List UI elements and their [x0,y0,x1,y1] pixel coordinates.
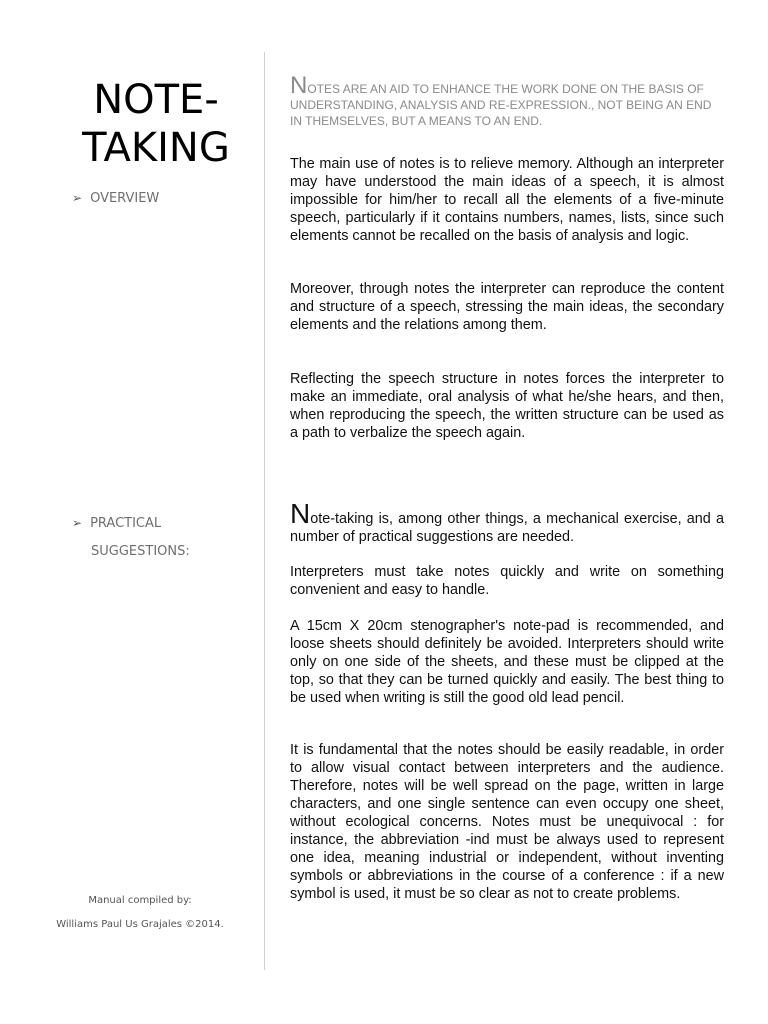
footer-credit-label: Manual compiled by: [88,895,192,906]
practical-paragraph-4: It is fundamental that the notes should be easily readable, in order to allow visual contact between interpreters and the audience. Therefore, notes will be well spread on the page, written in large characters, and one single sentence can even occupy one sheet, without ecological concerns. Notes must be unequivocal : for instance, the abbreviation -ind must be always used to represent one idea, meaning industrial or independent, without inventing symbols or abbreviations in the course of a conference : if a new symbol is used, it must be so clear as not to create problems. [290,742,724,902]
overview-paragraph-1: The main use of notes is to relieve memory. Although an interpreter may have understood the main ideas of a speech, it is almost impossible for him/her to recall all the elements of a five-minute speech, particularly if it contains numbers, names, lists, since such elements cannot be recalled on the basis of analysis and logic. [290,156,724,244]
practical-paragraph-1-text: ote-taking is, among other things, a mechanical exercise, and a number of practical suggestions are needed. [290,511,724,545]
page-title-line2: TAKING [82,125,230,171]
intro-paragraph [290,72,724,129]
arrow-bullet-icon: ➢ [72,191,83,205]
overview-paragraph-3: Reflecting the speech structure in notes forces the interpreter to make an immediate, oral analysis of what he/she hears, and then, when reproducing the speech, the written structure can be used as a path to verbalize the speech again. [290,371,724,441]
overview-label: OVERVIEW [90,191,160,206]
intro-drop-cap: N [290,72,308,99]
sidebar-item-practical [72,509,190,566]
arrow-bullet-icon: ➢ [72,516,83,530]
practical-paragraph-3: A 15cm X 20cm stenographer's note-pad is recommended, and loose sheets should definitely be avoided. Interpreters should write only on one side of the sheets, and these must be clipped at the top, so that they can be turned quickly and easily. The best thing to be used when writing is still the good old lead pencil. [290,618,724,706]
page-title [66,76,246,172]
column-divider [264,52,265,970]
intro-text: OTES ARE AN AID TO ENHANCE THE WORK DONE ON THE BASIS OF UNDERSTANDING, ANALYSIS AND RE-EXPRESSION., NOT BEING AN END IN THEMSELVES, BUT A MEANS TO AN END. [290,82,712,128]
practical-paragraph-2: Interpreters must take notes quickly and write on something convenient and easy to handle. [290,564,724,598]
sidebar-item-overview [72,184,159,213]
practical-label-line2: SUGGESTIONS: [91,544,190,559]
page-title-line1: NOTE- [93,77,219,123]
practical-drop-cap: N [290,498,311,529]
overview-paragraph-2: Moreover, through notes the interpreter can reproduce the content and structure of a speech, stressing the main ideas, the secondary elements and the relations among them. [290,281,724,333]
footer-credit-author: Williams Paul Us Grajales ©2014. [56,919,224,930]
practical-label-line1: PRACTICAL [90,516,162,531]
practical-paragraph-1 [290,498,724,546]
